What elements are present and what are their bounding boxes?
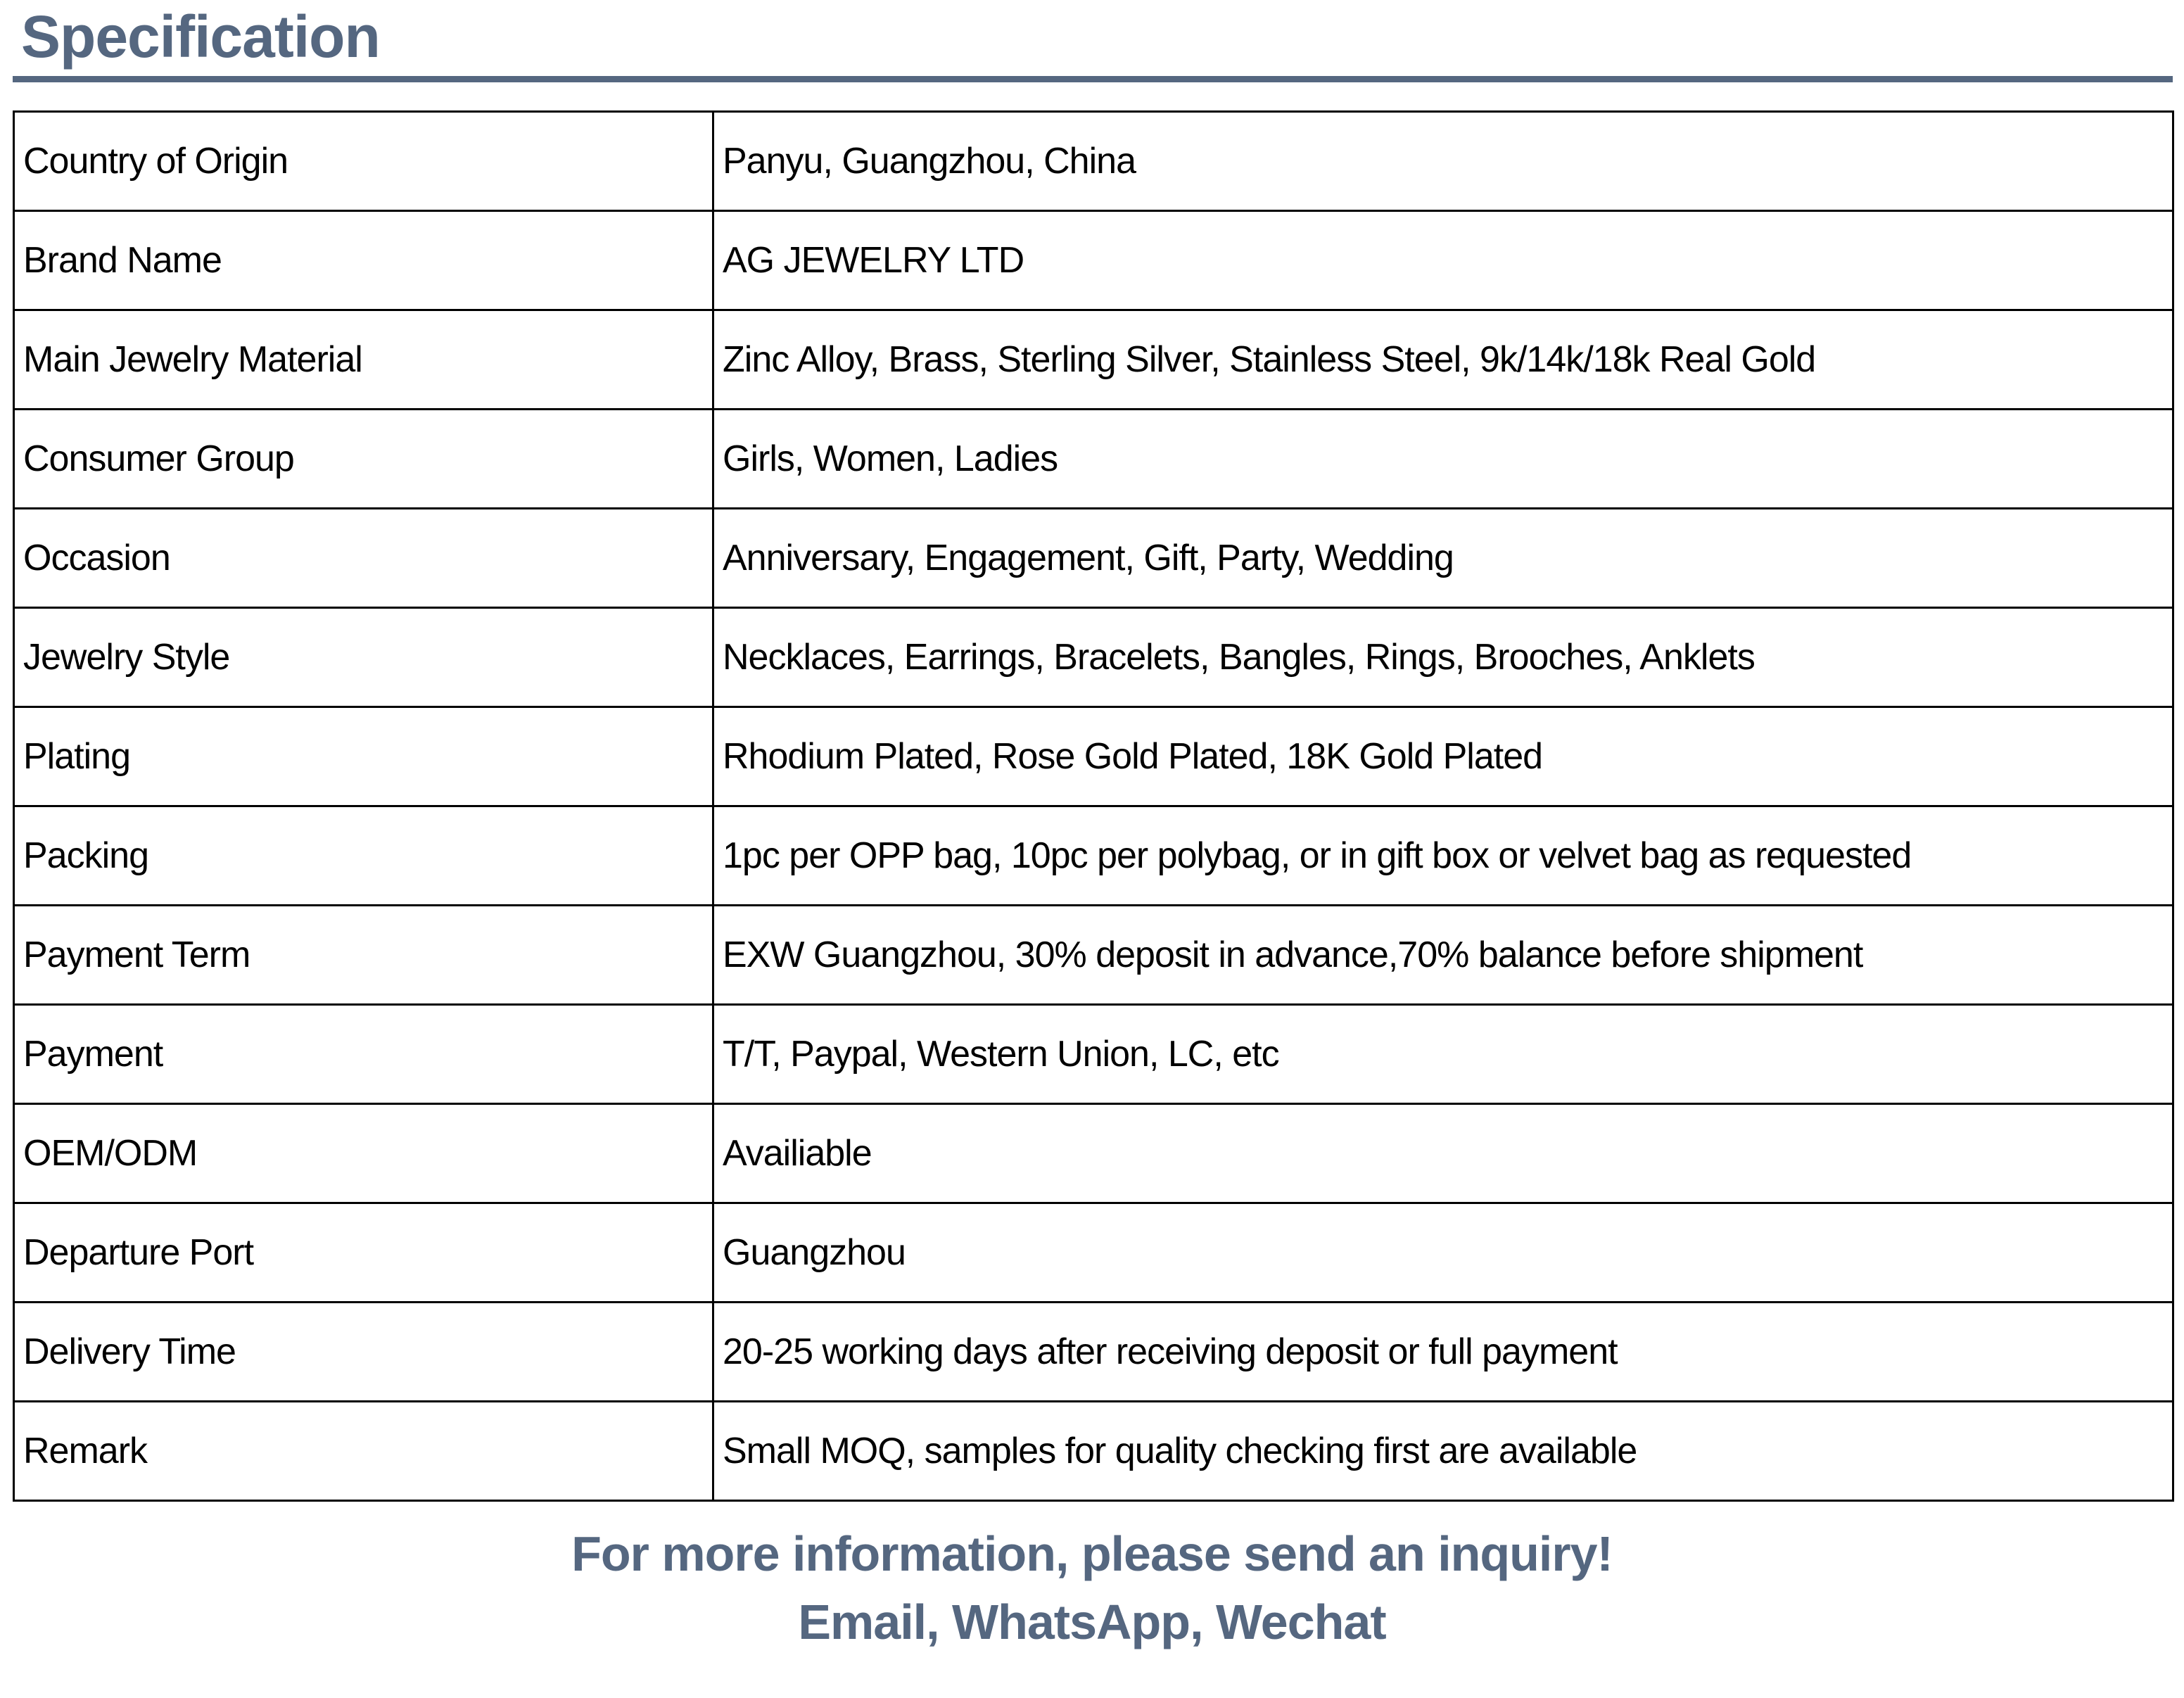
page-title: Specification xyxy=(21,4,380,70)
spec-label-cell: Plating xyxy=(14,707,713,806)
spec-label-cell: Jewelry Style xyxy=(14,608,713,707)
spec-value-cell: Anniversary, Engagement, Gift, Party, Wedding xyxy=(713,509,2173,608)
spec-value-cell: Availiable xyxy=(713,1104,2173,1203)
spec-value-cell: EXW Guangzhou, 30% deposit in advance,70% balance before shipment xyxy=(713,906,2173,1005)
title-underline-rule xyxy=(13,76,2173,82)
spec-row xyxy=(14,1402,2173,1501)
spec-row xyxy=(14,608,2173,707)
spec-value-cell: AG JEWELRY LTD xyxy=(713,211,2173,310)
spec-value-cell: 20-25 working days after receiving deposit or full payment xyxy=(713,1303,2173,1402)
spec-label-cell: Consumer Group xyxy=(14,410,713,509)
spec-value-cell: 1pc per OPP bag, 10pc per polybag, or in gift box or velvet bag as requested xyxy=(713,806,2173,906)
spec-value-cell: Guangzhou xyxy=(713,1203,2173,1303)
spec-label-cell: Delivery Time xyxy=(14,1303,713,1402)
spec-label-cell: Brand Name xyxy=(14,211,713,310)
spec-label-cell: Departure Port xyxy=(14,1203,713,1303)
footer-inquiry-text: For more information, please send an inquiry! xyxy=(571,1526,1613,1582)
spec-value-cell: Girls, Women, Ladies xyxy=(713,410,2173,509)
spec-label-cell: Remark xyxy=(14,1402,713,1501)
spec-row xyxy=(14,1203,2173,1303)
spec-label-cell: Main Jewelry Material xyxy=(14,310,713,410)
spec-row xyxy=(14,310,2173,410)
footer-cta xyxy=(0,1526,2184,1650)
spec-value-cell: Panyu, Guangzhou, China xyxy=(713,112,2173,211)
spec-row xyxy=(14,1303,2173,1402)
specification-table xyxy=(13,110,2174,1502)
spec-row xyxy=(14,1104,2173,1203)
spec-value-cell: Rhodium Plated, Rose Gold Plated, 18K Gold Plated xyxy=(713,707,2173,806)
spec-value-cell: Necklaces, Earrings, Bracelets, Bangles, Rings, Brooches, Anklets xyxy=(713,608,2173,707)
spec-label-cell: Country of Origin xyxy=(14,112,713,211)
spec-label-cell: Payment Term xyxy=(14,906,713,1005)
spec-row xyxy=(14,906,2173,1005)
spec-row xyxy=(14,211,2173,310)
spec-row xyxy=(14,806,2173,906)
spec-row xyxy=(14,112,2173,211)
spec-row xyxy=(14,410,2173,509)
spec-label-cell: Occasion xyxy=(14,509,713,608)
spec-row xyxy=(14,509,2173,608)
spec-row xyxy=(14,1005,2173,1104)
spec-value-cell: Small MOQ, samples for quality checking first are available xyxy=(713,1402,2173,1501)
spec-label-cell: OEM/ODM xyxy=(14,1104,713,1203)
footer-contact-channels-text: Email, WhatsApp, Wechat xyxy=(798,1594,1386,1649)
spec-label-cell: Payment xyxy=(14,1005,713,1104)
spec-row xyxy=(14,707,2173,806)
specification-table-body xyxy=(14,112,2173,1501)
spec-value-cell: Zinc Alloy, Brass, Sterling Silver, Stainless Steel, 9k/14k/18k Real Gold xyxy=(713,310,2173,410)
spec-value-cell: T/T, Paypal, Western Union, LC, etc xyxy=(713,1005,2173,1104)
spec-label-cell: Packing xyxy=(14,806,713,906)
